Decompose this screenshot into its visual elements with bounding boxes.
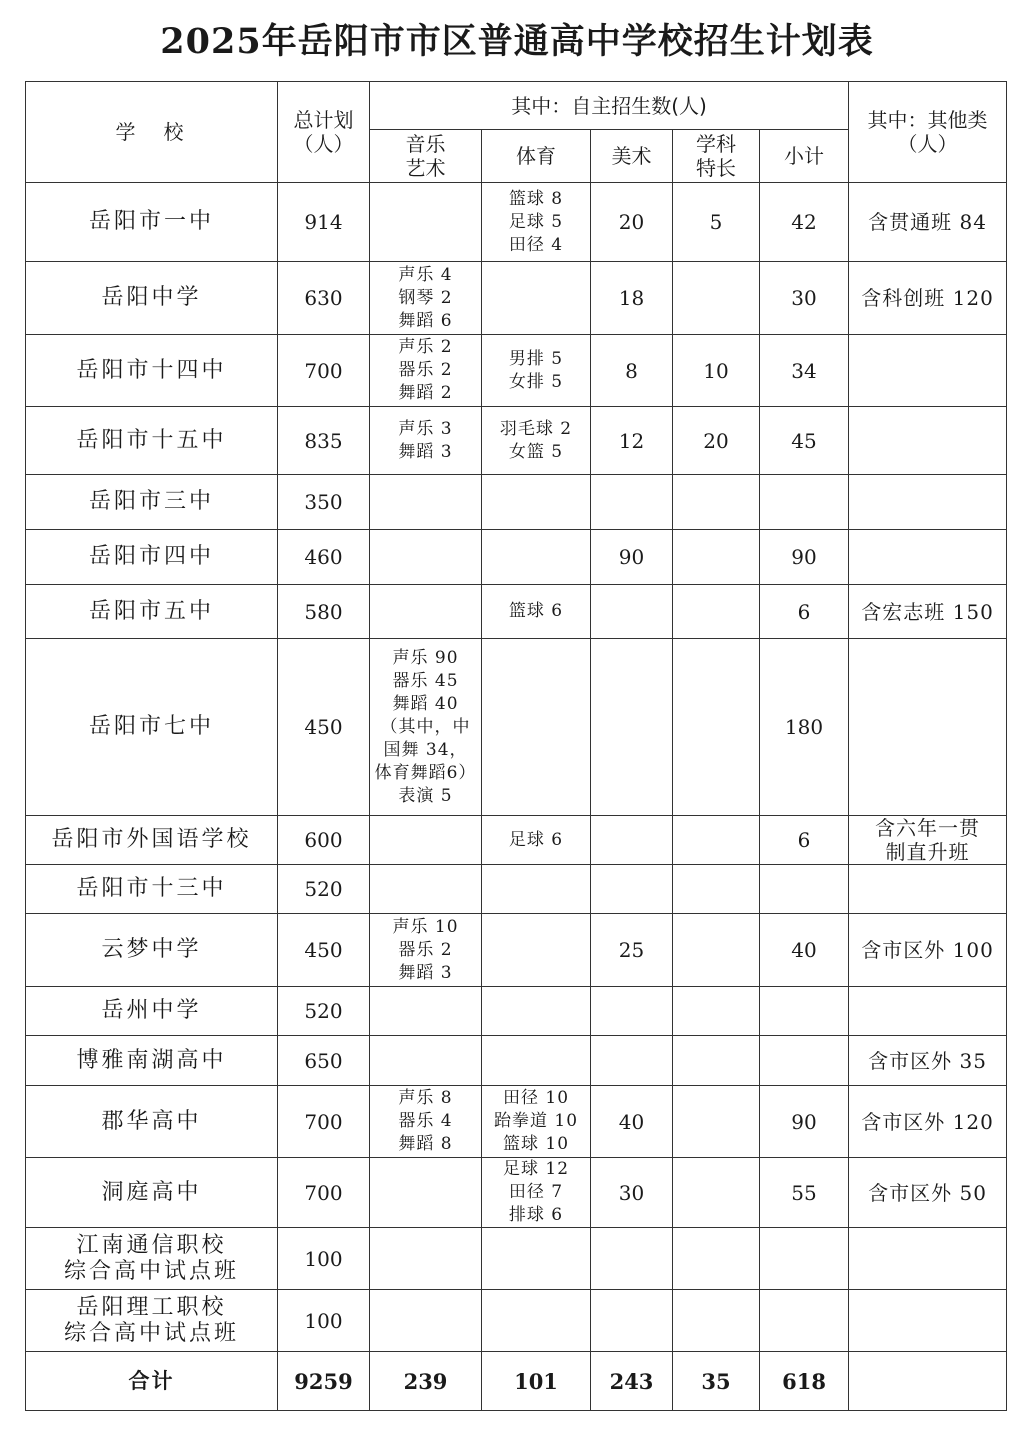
cell-school-name: 岳阳市三中 <box>26 475 278 530</box>
header-music: 音乐 艺术 <box>370 130 482 183</box>
cell-total-plan: 600 <box>278 816 370 865</box>
header-total-plan: 总计划 （人） <box>278 82 370 183</box>
cell-art <box>591 1228 673 1290</box>
cell-sports: 篮球 6 <box>482 585 591 639</box>
cell-art <box>591 865 673 914</box>
cell-total-plan: 100 <box>278 1290 370 1352</box>
cell-art <box>591 1036 673 1086</box>
cell-subtotal: 6 <box>760 585 849 639</box>
cell-school-name: 岳阳市十三中 <box>26 865 278 914</box>
cell-subtotal <box>760 865 849 914</box>
cell-school-name: 岳阳理工职校 综合高中试点班 <box>26 1290 278 1352</box>
cell-music-art: 声乐 10 器乐 2 舞蹈 3 <box>370 914 482 987</box>
cell-sports <box>482 262 591 335</box>
cell-subtotal <box>760 987 849 1036</box>
cell-music-art <box>370 183 482 262</box>
cell-other-category <box>849 407 1007 475</box>
cell-art <box>591 1290 673 1352</box>
cell-subtotal: 90 <box>760 1086 849 1158</box>
cell-subject-specialty <box>673 1290 760 1352</box>
total-music-art: 239 <box>370 1352 482 1411</box>
cell-sports: 男排 5 女排 5 <box>482 335 591 407</box>
cell-school-name: 岳阳市四中 <box>26 530 278 585</box>
cell-total-plan: 450 <box>278 914 370 987</box>
table-row <box>26 335 1007 407</box>
cell-subtotal: 180 <box>760 639 849 816</box>
cell-subject-specialty <box>673 816 760 865</box>
table-row <box>26 475 1007 530</box>
cell-sports: 足球 6 <box>482 816 591 865</box>
header-other: 其中：其他类 （人） <box>849 82 1007 183</box>
cell-other-category <box>849 639 1007 816</box>
cell-total-plan: 520 <box>278 865 370 914</box>
header-self-enrollment: 其中：自主招生数(人) <box>370 82 849 130</box>
cell-sports <box>482 1290 591 1352</box>
cell-subject-specialty <box>673 475 760 530</box>
table-row <box>26 1290 1007 1352</box>
cell-total-plan: 650 <box>278 1036 370 1086</box>
cell-music-art <box>370 1036 482 1086</box>
cell-other-category: 含宏志班 150 <box>849 585 1007 639</box>
cell-subject-specialty <box>673 1228 760 1290</box>
cell-other-category <box>849 865 1007 914</box>
table-row <box>26 1228 1007 1290</box>
cell-subject-specialty: 20 <box>673 407 760 475</box>
page-title: 2025年岳阳市市区普通高中学校招生计划表 <box>160 21 874 62</box>
cell-sports: 篮球 8 足球 5 田径 4 <box>482 183 591 262</box>
table-body <box>26 183 1007 1411</box>
cell-subject-specialty <box>673 585 760 639</box>
cell-total-plan: 700 <box>278 1086 370 1158</box>
cell-art <box>591 585 673 639</box>
cell-art: 12 <box>591 407 673 475</box>
table-row <box>26 407 1007 475</box>
cell-sports: 足球 12 田径 7 排球 6 <box>482 1158 591 1228</box>
cell-other-category: 含市区外 100 <box>849 914 1007 987</box>
total-total-plan: 9259 <box>278 1352 370 1411</box>
cell-other-category <box>849 1290 1007 1352</box>
cell-other-category <box>849 987 1007 1036</box>
cell-art: 8 <box>591 335 673 407</box>
cell-school-name: 岳阳市十五中 <box>26 407 278 475</box>
total-subtotal: 618 <box>760 1352 849 1411</box>
table-row <box>26 914 1007 987</box>
cell-other-category: 含六年一贯 制直升班 <box>849 816 1007 865</box>
cell-music-art <box>370 475 482 530</box>
cell-subtotal <box>760 475 849 530</box>
cell-school-name: 岳阳市一中 <box>26 183 278 262</box>
cell-subtotal: 34 <box>760 335 849 407</box>
cell-music-art: 声乐 4 钢琴 2 舞蹈 6 <box>370 262 482 335</box>
cell-other-category <box>849 475 1007 530</box>
cell-school-name: 岳阳中学 <box>26 262 278 335</box>
cell-sports <box>482 1228 591 1290</box>
cell-art <box>591 987 673 1036</box>
header-subtotal: 小计 <box>760 130 849 183</box>
cell-art: 25 <box>591 914 673 987</box>
cell-music-art: 声乐 3 舞蹈 3 <box>370 407 482 475</box>
cell-subject-specialty <box>673 639 760 816</box>
cell-school-name: 岳阳市外国语学校 <box>26 816 278 865</box>
cell-subject-specialty <box>673 914 760 987</box>
table-row <box>26 1036 1007 1086</box>
cell-school-name: 郡华高中 <box>26 1086 278 1158</box>
cell-total-plan: 350 <box>278 475 370 530</box>
cell-school-name: 云梦中学 <box>26 914 278 987</box>
cell-music-art: 声乐 8 器乐 4 舞蹈 8 <box>370 1086 482 1158</box>
cell-other-category: 含市区外 120 <box>849 1086 1007 1158</box>
cell-art: 40 <box>591 1086 673 1158</box>
cell-music-art: 声乐 2 器乐 2 舞蹈 2 <box>370 335 482 407</box>
cell-art: 30 <box>591 1158 673 1228</box>
cell-subject-specialty: 10 <box>673 335 760 407</box>
table-row <box>26 987 1007 1036</box>
cell-sports <box>482 475 591 530</box>
cell-subject-specialty <box>673 1086 760 1158</box>
cell-art <box>591 475 673 530</box>
cell-school-name: 岳阳市七中 <box>26 639 278 816</box>
cell-total-plan: 520 <box>278 987 370 1036</box>
cell-total-plan: 914 <box>278 183 370 262</box>
cell-art: 90 <box>591 530 673 585</box>
cell-subject-specialty <box>673 865 760 914</box>
cell-other-category: 含市区外 35 <box>849 1036 1007 1086</box>
cell-music-art <box>370 1228 482 1290</box>
table-row <box>26 262 1007 335</box>
cell-school-name: 岳阳市十四中 <box>26 335 278 407</box>
cell-total-plan: 700 <box>278 1158 370 1228</box>
cell-sports <box>482 914 591 987</box>
cell-school-name: 博雅南湖高中 <box>26 1036 278 1086</box>
cell-subtotal: 40 <box>760 914 849 987</box>
cell-sports: 田径 10 跆拳道 10 篮球 10 <box>482 1086 591 1158</box>
table-row <box>26 530 1007 585</box>
cell-subtotal: 6 <box>760 816 849 865</box>
cell-art: 20 <box>591 183 673 262</box>
cell-total-plan: 100 <box>278 1228 370 1290</box>
cell-subject-specialty <box>673 262 760 335</box>
cell-total-plan: 700 <box>278 335 370 407</box>
table-row <box>26 1086 1007 1158</box>
table-row <box>26 865 1007 914</box>
total-subject-specialty: 35 <box>673 1352 760 1411</box>
cell-subtotal <box>760 1036 849 1086</box>
cell-music-art <box>370 530 482 585</box>
total-other-category <box>849 1352 1007 1411</box>
total-row <box>26 1352 1007 1411</box>
cell-sports <box>482 639 591 816</box>
cell-school-name: 岳阳市五中 <box>26 585 278 639</box>
cell-subject-specialty <box>673 1158 760 1228</box>
cell-music-art <box>370 1158 482 1228</box>
cell-music-art <box>370 1290 482 1352</box>
cell-subject-specialty: 5 <box>673 183 760 262</box>
table-row <box>26 585 1007 639</box>
cell-music-art <box>370 865 482 914</box>
cell-school-name: 洞庭高中 <box>26 1158 278 1228</box>
cell-subtotal: 90 <box>760 530 849 585</box>
cell-sports: 羽毛球 2 女篮 5 <box>482 407 591 475</box>
cell-total-plan: 835 <box>278 407 370 475</box>
cell-other-category: 含贯通班 84 <box>849 183 1007 262</box>
cell-music-art <box>370 987 482 1036</box>
table-row <box>26 1158 1007 1228</box>
header-art: 美术 <box>591 130 673 183</box>
cell-subject-specialty <box>673 530 760 585</box>
cell-subtotal: 30 <box>760 262 849 335</box>
cell-school-name: 岳州中学 <box>26 987 278 1036</box>
cell-other-category: 含科创班 120 <box>849 262 1007 335</box>
cell-subtotal: 42 <box>760 183 849 262</box>
cell-other-category: 含市区外 50 <box>849 1158 1007 1228</box>
cell-music-art <box>370 816 482 865</box>
header-school: 学 校 <box>26 82 278 183</box>
enrollment-plan-table <box>25 81 1007 1411</box>
cell-art <box>591 639 673 816</box>
cell-sports <box>482 1036 591 1086</box>
cell-music-art <box>370 585 482 639</box>
cell-other-category <box>849 530 1007 585</box>
cell-art <box>591 816 673 865</box>
cell-subtotal <box>760 1228 849 1290</box>
cell-total-plan: 630 <box>278 262 370 335</box>
cell-subject-specialty <box>673 987 760 1036</box>
total-art: 243 <box>591 1352 673 1411</box>
total-sports: 101 <box>482 1352 591 1411</box>
table-row <box>26 816 1007 865</box>
cell-sports <box>482 865 591 914</box>
table-row <box>26 639 1007 816</box>
cell-subtotal: 45 <box>760 407 849 475</box>
cell-music-art: 声乐 90 器乐 45 舞蹈 40 （其中，中 国舞 34， 体育舞蹈6） 表演 5 <box>370 639 482 816</box>
cell-subtotal <box>760 1290 849 1352</box>
total-school-name: 合计 <box>26 1352 278 1411</box>
cell-other-category <box>849 335 1007 407</box>
table-row <box>26 183 1007 262</box>
cell-total-plan: 580 <box>278 585 370 639</box>
header-subject: 学科 特长 <box>673 130 760 183</box>
header-sports: 体育 <box>482 130 591 183</box>
cell-sports <box>482 530 591 585</box>
cell-art: 18 <box>591 262 673 335</box>
cell-sports <box>482 987 591 1036</box>
cell-total-plan: 460 <box>278 530 370 585</box>
cell-total-plan: 450 <box>278 639 370 816</box>
cell-other-category <box>849 1228 1007 1290</box>
cell-school-name: 江南通信职校 综合高中试点班 <box>26 1228 278 1290</box>
cell-subtotal: 55 <box>760 1158 849 1228</box>
cell-subject-specialty <box>673 1036 760 1086</box>
